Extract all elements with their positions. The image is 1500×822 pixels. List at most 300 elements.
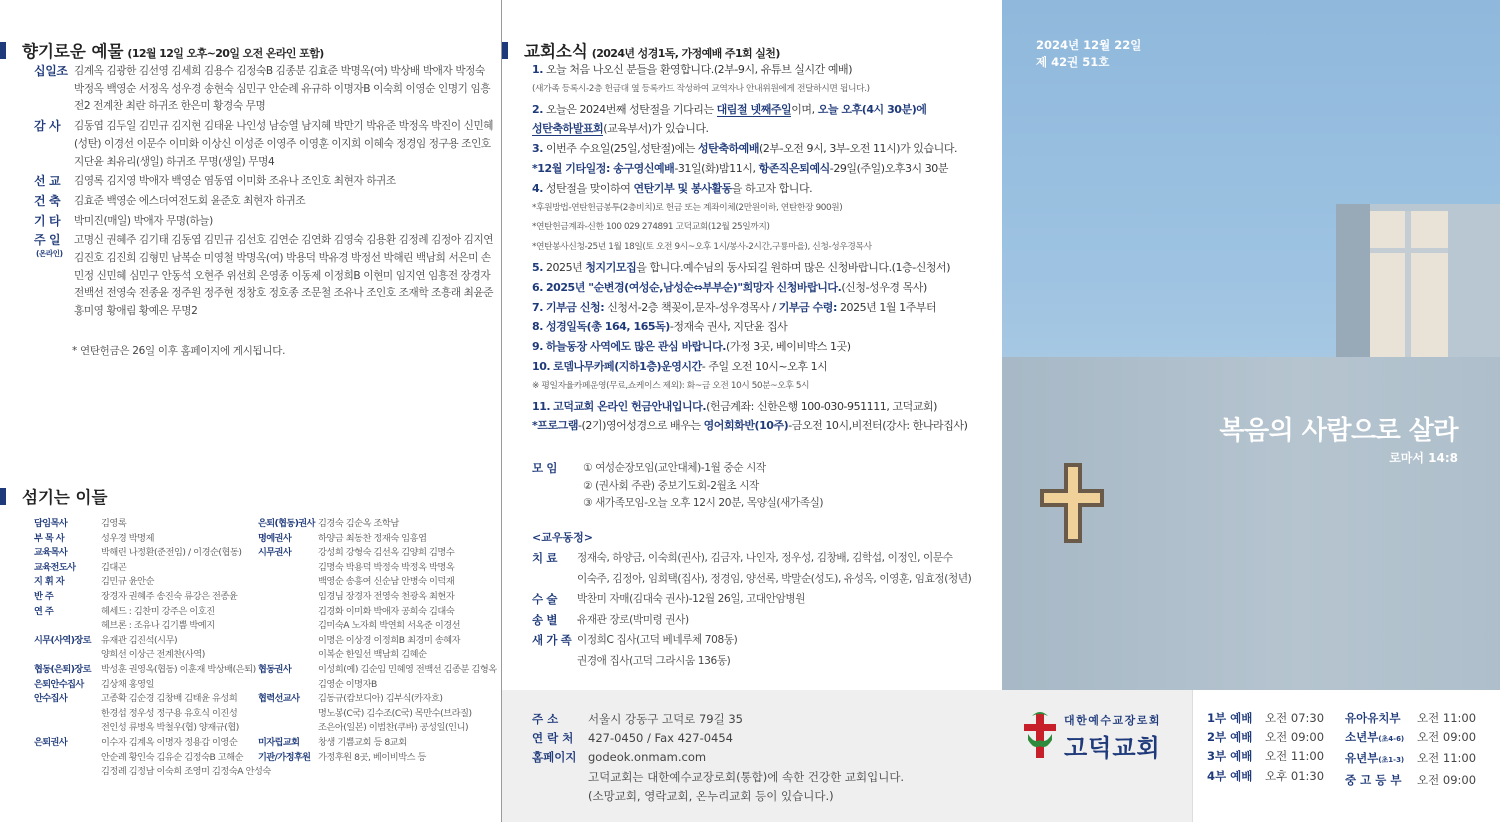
service-time: 오전 11:00 [1417, 751, 1477, 766]
news-text: 오늘 처음 나오신 분들을 환영합니다. [545, 63, 714, 76]
news-note: *연탄봉사신청-25년 1월 18일(토 오전 9시~오후 1시/봉사-2시간,구룡마을), 신청-성우경목사 [532, 242, 872, 253]
staff-names: 이복순 한일선 백남희 김혜순 [318, 649, 427, 661]
staff-role [34, 648, 101, 663]
news-text: 2025년 1월 1주부터 [836, 300, 937, 314]
staff-role [258, 634, 318, 649]
staff-names: 김민규 윤안순 [101, 576, 155, 588]
news-number: 2. [532, 102, 543, 116]
staff-row [34, 765, 271, 780]
service-times-left [1207, 709, 1324, 786]
offering-label-text: 주 일 [34, 233, 61, 248]
staff-role: 연 주 [34, 605, 54, 617]
offering-label-text: 기 타 [34, 213, 61, 228]
tower-cross-vertical [1405, 211, 1411, 357]
staff-names: 가정후원 8곳, 베이비박스 등 [318, 751, 426, 763]
news-highlight: 하늘동장 사역에도 많은 관심 바랍니다. [545, 340, 726, 354]
staff-names: 백영순 송흥여 신순남 안병숙 이덕재 [318, 576, 455, 588]
staff-names: 김상채 홍영일 [101, 678, 155, 690]
bulletin-date: 2024년 12월 22일 [1036, 38, 1142, 52]
offering-row [34, 213, 496, 231]
staff-row [258, 561, 498, 576]
news-number: 1. [532, 63, 543, 76]
update-text: 권경애 집사(고덕 그라시움 136동) [577, 654, 731, 667]
offering-names: 박미진(매일) 박애자 무명(하늘) [74, 214, 213, 227]
service-time: 오전 11:00 [1265, 749, 1325, 764]
staff-names: 고종확 김순경 김창배 김태윤 유성희 [101, 693, 238, 705]
service-time: 오전 09:00 [1265, 730, 1325, 745]
news-text: (교육부서)가 있습니다. [603, 122, 709, 136]
staff-role [258, 619, 318, 634]
news-text: 이며, [791, 102, 818, 116]
cover-verse-ref: 로마서 14:8 [1389, 451, 1458, 465]
staff-row [34, 619, 260, 634]
tower-shadow [1336, 204, 1370, 357]
service-name [1345, 728, 1417, 749]
service-row [1345, 771, 1476, 790]
staff-names: 하양금 최동찬 정재숙 임흥엽 [318, 532, 427, 544]
service-row [1207, 728, 1324, 747]
staff-names: 박해린 나정환(준전임) / 이경순(협동) [101, 547, 242, 559]
staff-role: 반 주 [34, 590, 54, 602]
staff-names: 양희선 이상근 전계찬(사역) [101, 649, 205, 661]
footer [502, 690, 1500, 822]
staff-role [34, 707, 101, 722]
staff-names: 김정례 김정남 이숙희 조영미 김정숙A 안성숙 [101, 766, 271, 778]
service-name [1207, 728, 1265, 747]
staff-role [258, 721, 318, 736]
offering-row [34, 118, 496, 171]
staff-row [258, 532, 498, 547]
service-time: 오전 11:00 [1417, 711, 1477, 725]
staff-row [258, 648, 498, 663]
news-text: 성탄절을 맞이하여 [545, 181, 634, 195]
staff-names: 성우경 박명제 [101, 532, 155, 544]
service-name [1207, 747, 1265, 766]
offering-names: 김계옥 김광한 김선영 김세희 김용수 김정숙B 김종분 김효준 박명옥(여) 박상배 박애자 박정숙 박정옥 백영순 서정옥 성우경 송현숙 심민구 안순례 유규하 이명자B 이숙희 이영순 인명기 임흥전2 전계찬 최란 하귀조 한은미 황경숙 무명 [74, 65, 491, 113]
staff-role: 은퇴권사 [34, 736, 68, 748]
staff-names: 김미숙A 노자희 박연희 서옥준 이경선 [318, 620, 461, 632]
update-text: 박찬미 자매(김대숙 권사)-12월 26일, 고대안암병원 [577, 593, 806, 605]
staff-row [34, 532, 260, 547]
news-number: 4. [532, 181, 543, 195]
offering-names: 김효준 백영순 에스더여전도회 윤준호 최현자 하귀조 [74, 194, 306, 207]
church-description-note: (소망교회, 영락교회, 온누리교회 등이 있습니다.) [588, 788, 834, 803]
bulletin-issue: 제 42권 51호 [1036, 55, 1110, 69]
staff-role [258, 561, 318, 576]
cover-image [1002, 0, 1500, 690]
service-row [1345, 709, 1476, 728]
update-text: 이숙주, 김정아, 임희택(집사), 정경임, 양선록, 박말순(성도), 유성옥, 이영훈, 임효정(청년) [577, 572, 972, 585]
logo-cross-icon [1022, 710, 1058, 760]
service-name-text: 유아유치부 [1345, 711, 1401, 725]
updates-list [532, 548, 997, 671]
staff-row [258, 663, 498, 678]
news-text: (가정 3곳, 베이비박스 1곳) [726, 340, 851, 354]
phone-label: 연 락 처 [532, 731, 574, 746]
meeting-items [577, 460, 992, 513]
offering-label-text: 건 축 [34, 193, 61, 208]
news-highlight: 성경일독(총 164, 165독) [545, 320, 670, 334]
news-text: 이번주 수요일(25일,성탄절)에는 [545, 142, 698, 156]
service-name-text: 1부 예배 [1207, 711, 1253, 725]
staff-role [258, 575, 318, 590]
staff-names: 김영록 [101, 518, 127, 529]
offering-list [34, 63, 496, 323]
staff-role [258, 590, 318, 605]
service-name-text: 3부 예배 [1207, 749, 1253, 764]
staff-list-right [258, 517, 498, 765]
staff-row [258, 546, 498, 561]
staff-role [34, 751, 101, 766]
update-row [532, 630, 997, 651]
staff-list-left [34, 517, 271, 780]
offering-label-text: 선 교 [34, 174, 61, 189]
service-time: 오전 09:00 [1417, 730, 1477, 745]
news-note: *연탄헌금계좌-신한 100 029 274891 고덕교회(12월 25일까지) [532, 222, 770, 233]
staff-names: 김대곤 [101, 561, 127, 573]
news-highlight: 성탄축하발표회 [532, 122, 604, 136]
service-name [1345, 709, 1417, 728]
offering-label-text: 십일조 [34, 64, 68, 78]
update-label [532, 569, 577, 590]
news-highlight: 대림절 넷째주일 [716, 102, 792, 116]
news-highlight: 고덕교회 온라인 헌금안내입니다. [553, 399, 707, 413]
news-number: 9. [532, 340, 543, 354]
church-description: 고덕교회는 대한예수교장로회(통합)에 속한 건강한 교회입니다. [588, 769, 905, 784]
staff-role: 시무(사역)장로 [34, 634, 91, 646]
service-times [1192, 690, 1500, 822]
meeting-item: ② (권사회 주관) 중보기도회-2월초 시작 [583, 479, 759, 492]
news-highlight: 성탄축하예배 [697, 142, 760, 156]
staff-row [34, 678, 260, 693]
staff-names: 헤세드 : 김찬미 강주은 이호진 [101, 605, 215, 617]
news-text: 2025년 [545, 260, 586, 274]
church-logo [1022, 708, 1167, 764]
staff-role: 미자립교회 [258, 736, 300, 748]
offering-names: 고명신 권혜주 김기태 김동엽 김민규 김선호 김연순 김연화 김영숙 김용환 김정례 김정아 김지연 김진호 김진희 김형민 남복순 미영철 박명옥(여) 박용덕 박유경 박정선 박해린 백남희 서은미 손민정 신민혜 심민구 안동석 오현주 위선희 은영종 이동제 이정희B 이현미 임지연 임흥전 장경자 전백선 전영숙 전종윤 정주원 정주현 정창호 정호종 조문철 조유나 조인호 조재학 조흥래 최윤준 홍미영 황애림 황예은 무명2 [74, 234, 494, 318]
heading-bar [0, 42, 6, 59]
service-row [1345, 749, 1476, 770]
staff-role: 지 휘 자 [34, 576, 65, 588]
meeting-item: ③ 새가족모임-오늘 오후 12시 20분, 목양실(새가족실) [583, 497, 824, 509]
update-label [532, 651, 577, 672]
update-row [532, 610, 997, 631]
update-row [532, 548, 997, 569]
staff-names: 유재관 김진석(시무) [101, 634, 178, 646]
news-text: 오늘은 2024번째 성탄절을 기다리는 [545, 102, 717, 116]
staff-row [258, 590, 498, 605]
staff-role: 은퇴안수집사 [34, 678, 84, 690]
worship-heading [0, 38, 324, 62]
staff-row [258, 736, 498, 751]
news-panel [502, 0, 1002, 690]
staff-role: 안수집사 [34, 693, 68, 705]
news-item [532, 397, 992, 417]
service-name-text: 소년부 [1345, 730, 1379, 745]
update-text: 이정희C 집사(고덕 베네루체 708동) [577, 634, 738, 646]
staff-role: 협력선교사 [258, 693, 300, 705]
news-number: 7. [532, 300, 543, 314]
service-name-text: 유년부 [1345, 751, 1379, 766]
staff-role: 은퇴(협동)권사 [258, 518, 315, 529]
news-highlight: 기부금 신청: [545, 300, 605, 314]
staff-names: 박성훈 권영옥(협동) 이훈재 박상배(은퇴) [101, 663, 256, 675]
news-text: 을 합니다.예수님의 동사되길 원하며 많은 신청바랍니다.(1층-신청서) [636, 260, 951, 274]
offering-label [34, 193, 74, 211]
staff-names: 김명숙 박용덕 박정숙 박정옥 박명옥 [318, 561, 455, 573]
staff-names: 이명은 이상경 이정희B 최경미 송혜자 [318, 634, 461, 646]
news-highlight: 연탄기부 및 봉사활동 [633, 181, 732, 195]
news-highlight: 항존직은퇴예식 [758, 161, 830, 175]
news-text: -(2기)영어성경으로 배우는 [578, 419, 704, 433]
news-highlight: 영어회화반(10주) [703, 419, 789, 433]
contact-info [532, 710, 904, 806]
service-name [1207, 767, 1265, 786]
staff-role: 협동권사 [258, 663, 292, 675]
news-text: -금오전 10시,비전터(강사: 한나라집사) [788, 419, 968, 433]
update-label: 수 술 [532, 592, 558, 606]
worship-subtitle: (12월 12일 오후~20일 오전 온라인 포함) [127, 47, 324, 60]
news-item [532, 139, 992, 159]
news-number: 5. [532, 260, 543, 274]
staff-names: 전인성 류병옥 박철우(협) 양재규(협) [101, 722, 239, 734]
update-row [532, 651, 997, 672]
staff-role [258, 648, 318, 663]
service-row [1207, 767, 1324, 786]
news-number: 6. [532, 280, 543, 294]
staff-row [34, 648, 260, 663]
staff-row [258, 575, 498, 590]
update-text: 유재관 장로(박미령 권사) [577, 613, 689, 626]
news-highlight: 오늘 오후(4시 30분)에 [817, 102, 927, 116]
service-grade: (초4-6) [1378, 735, 1405, 744]
news-subtitle: (2024년 성경1독, 가정예배 주1회 실천) [591, 47, 780, 60]
news-text: (2부-오전 9시, 3부-오전 11시)가 있습니다. [759, 142, 958, 156]
staff-role [34, 765, 101, 780]
staff-role: 교육목사 [34, 547, 68, 559]
staff-role: 부 목 사 [34, 532, 65, 544]
staff-row [258, 605, 498, 620]
news-item [532, 258, 992, 278]
update-text: 정재숙, 하양금, 이숙희(권사), 김금자, 나인자, 정우성, 김창배, 김학섭, 이정인, 이문수 [577, 552, 953, 564]
meeting-row [532, 460, 992, 513]
news-text: -31일(화)밤11시, [674, 161, 759, 175]
staff-names: 안순례 황인숙 김유순 김정숙B 고해순 [101, 751, 244, 763]
offering-row [34, 63, 496, 116]
news-item [532, 337, 992, 357]
address: 서울시 강동구 고덕로 79길 35 [588, 712, 743, 726]
service-time: 오전 09:00 [1417, 772, 1477, 787]
updates-title: <교우동정> [532, 531, 593, 544]
address-label: 주 소 [532, 712, 559, 726]
staff-row [258, 751, 498, 766]
staff-row [34, 736, 260, 751]
staff-role: 명예권사 [258, 532, 292, 544]
staff-role: 협동(은퇴)장로 [34, 663, 91, 675]
staff-row [258, 619, 498, 634]
homepage-link[interactable]: godeok.onmam.com [588, 750, 707, 765]
offering-note: * 연탄헌금은 26일 이후 홈페이지에 게시됩니다. [72, 345, 286, 357]
news-list [532, 60, 992, 436]
cover-verse: 복음의 사람으로 살라 [1219, 416, 1458, 446]
staff-row [34, 546, 260, 561]
staff-role: 교육전도사 [34, 561, 76, 573]
staff-row [34, 634, 260, 649]
staff-role: 시무권사 [258, 547, 292, 559]
update-row [532, 589, 997, 610]
news-highlight: 청지기모집 [585, 260, 637, 274]
staff-row [34, 561, 260, 576]
staff-names: 김영순 이명자B [318, 678, 377, 690]
staff-heading [0, 484, 107, 508]
staff-row [258, 634, 498, 649]
news-note: *후원방법-연탄헌금봉투(2층비치)로 헌금 또는 계좌이체(2만원이하, 연탄한장 900원) [532, 202, 843, 213]
worship-title: 향기로운 예물 [22, 42, 124, 61]
news-number: 3. [532, 142, 543, 156]
service-name [1345, 771, 1417, 790]
staff-names: 장경자 권혜주 송진숙 류강은 전종윤 [101, 590, 238, 602]
offering-label [34, 213, 74, 231]
news-number: 11. [532, 399, 551, 413]
update-label: 새 가 족 [532, 633, 572, 647]
staff-role [258, 707, 318, 722]
staff-row [34, 751, 260, 766]
service-row [1345, 728, 1476, 749]
service-name [1207, 709, 1265, 728]
staff-row [34, 692, 260, 707]
staff-row [258, 707, 498, 722]
offering-label [34, 232, 74, 321]
staff-row [258, 517, 498, 532]
news-item [532, 278, 992, 298]
staff-names: 명노봉(C국) 김수조(C국) 목만수(브라질) [318, 707, 472, 719]
news-item [532, 60, 992, 80]
offering-row [34, 232, 496, 321]
news-text: (2부-9시, 유튜브 실시간 예배) [713, 63, 853, 76]
staff-names: 임경님 장경자 전영숙 천광옥 최현자 [318, 590, 455, 602]
heading-bar [502, 42, 508, 59]
staff-row [258, 692, 498, 707]
staff-row [34, 663, 260, 678]
news-text: 신청서-2층 책꽂이,문자-성우경목사 / [604, 300, 779, 314]
offering-names: 김동엽 김두일 김민규 김지현 김태윤 나인성 남승열 남지혜 박만기 박유준 박정옥 박진이 신민혜(성탄) 이경선 이문수 이미화 이상신 이성준 이영주 이영훈 이지희 이혜숙 정경임 정구용 조인호 지단윤 최유리(생일) 하귀조 무명(생일) 무명4 [74, 120, 494, 168]
phone: 427-0450 / Fax 427-0454 [588, 731, 733, 746]
staff-role [258, 678, 318, 693]
news-item [532, 416, 992, 436]
news-highlight: 2025년 "순변경(여성순,남성순⇔부부순)"희망자 신청바랍니다. [545, 280, 842, 294]
staff-row [34, 721, 260, 736]
staff-row [258, 678, 498, 693]
news-item [532, 119, 992, 139]
news-heading [502, 38, 780, 62]
news-text: - 주일 오전 10시~오후 1시 [701, 359, 828, 373]
staff-role [34, 619, 101, 634]
offering-row [34, 193, 496, 211]
staff-row [34, 590, 260, 605]
staff-title: 섬기는 이들 [22, 488, 108, 507]
staff-row [258, 721, 498, 736]
offering-label-sub: (온라인) [36, 249, 63, 259]
staff-names: 한경섭 정우성 정구용 유호식 이진성 [101, 707, 238, 719]
service-name-text: 중 고 등 부 [1345, 772, 1402, 787]
staff-names: 헤브론 : 조유나 김기쁨 박예지 [101, 620, 215, 632]
staff-names: 조은아(일본) 이범찬(쿠바) 공성일(인니) [318, 722, 469, 734]
news-text: 을 하고자 합니다. [731, 181, 813, 195]
homepage-label: 홈페이지 [532, 750, 577, 765]
tower-cross-horizontal [1370, 248, 1448, 253]
staff-row [34, 517, 260, 532]
service-row [1207, 709, 1324, 728]
service-row [1207, 747, 1324, 766]
staff-row [34, 707, 260, 722]
service-time: 오전 07:30 [1265, 711, 1325, 725]
news-note: (새가족 등록시-2층 헌금대 옆 등록카드 작성하여 교역자나 안내위원에게 전달하시면 됩니다.) [532, 83, 870, 94]
news-item [532, 357, 992, 377]
news-text: (헌금계좌: 신한은행 100-030-951111, 고덕교회) [706, 399, 937, 413]
staff-row [34, 575, 260, 590]
news-highlight: 로뎀나무카페(지하1층)운영시간 [553, 359, 702, 373]
offering-row [34, 173, 496, 191]
meeting-label: 모 임 [532, 461, 558, 475]
news-text: -29일(주일)오후3시 30분 [829, 161, 949, 175]
offering-label [34, 63, 74, 116]
service-times-right [1345, 709, 1476, 790]
staff-names: 김경숙 김순옥 조학남 [318, 518, 399, 529]
news-title: 교회소식 [524, 42, 588, 61]
service-name-text: 2부 예배 [1207, 730, 1253, 745]
offering-label [34, 118, 74, 171]
update-label: 치 료 [532, 551, 558, 565]
meeting-block [532, 460, 992, 513]
offering-names: 김영록 김지영 박애자 백영순 염동엽 이미화 조유나 조인호 최현자 하귀조 [74, 175, 396, 188]
staff-role: 담임목사 [34, 518, 68, 529]
news-number: 8. [532, 320, 543, 334]
update-label: 송 별 [532, 612, 558, 627]
news-item [532, 179, 992, 199]
meeting-item: ① 여성순장모임(교안대체)-1월 중순 시작 [583, 462, 766, 474]
offering-label [34, 173, 74, 191]
update-row [532, 569, 997, 590]
offering-label-text: 감 사 [34, 119, 61, 134]
staff-names: 이성희(예) 김순임 민혜영 전백선 김종분 김형옥 [318, 663, 497, 675]
logo-denomination: 대한예수교장로회 [1064, 714, 1162, 727]
service-time: 오후 01:30 [1265, 768, 1325, 783]
news-item [532, 100, 992, 120]
staff-row [34, 605, 260, 620]
heading-bar [0, 488, 6, 505]
staff-names: 강성희 강형숙 김선옥 김양희 김명수 [318, 547, 455, 559]
service-grade: (초1-3) [1378, 756, 1405, 765]
news-text: -정재숙 권사, 지단윤 집사 [669, 320, 788, 334]
news-note: ※ 평일자율카페운영(무료,쇼케이스 제외): 화~금 오전 10시 50분~오후 5시 [532, 380, 810, 391]
staff-role: 기관/가정후원 [258, 751, 311, 763]
news-item [532, 159, 992, 179]
staff-names: 김동규(캄보디아) 김부식(카자흐) [318, 693, 443, 705]
logo-church-name: 고덕교회 [1064, 734, 1161, 762]
staff-names: 창생 기쁨교회 등 8교회 [318, 736, 407, 748]
news-item [532, 317, 992, 337]
news-highlight: *프로그램 [532, 419, 579, 433]
news-item [532, 298, 992, 318]
news-text: (신청-성우경 목사) [841, 280, 927, 294]
staff-names: 이수자 김계옥 이명자 정용갑 이영순 [101, 736, 238, 748]
news-highlight: 기부금 수령: [778, 300, 837, 314]
news-number: 10. [532, 359, 551, 373]
staff-role [258, 605, 318, 620]
service-name-text: 4부 예배 [1207, 768, 1253, 783]
news-highlight: *12월 기타일정: 송구영신예배 [532, 161, 675, 175]
cover-panel [1002, 0, 1500, 690]
